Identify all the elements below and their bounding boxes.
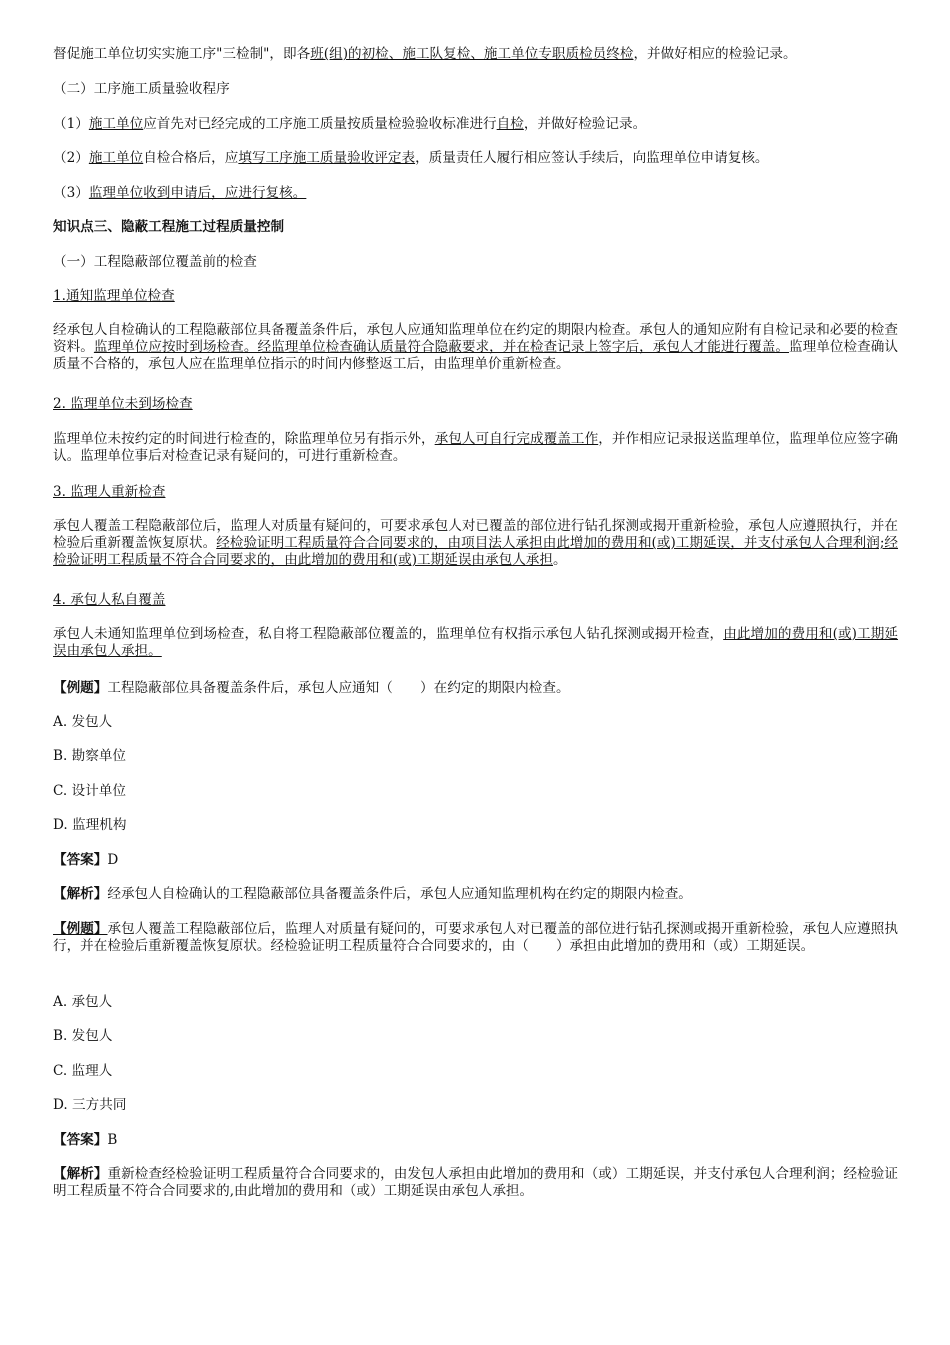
q1-option-c: C. 设计单位 — [53, 783, 126, 799]
q2-answer: 【答案】B — [53, 1132, 118, 1148]
before-cover-heading: （一）工程隐蔽部位覆盖前的检查 — [53, 254, 257, 270]
q1-option-d: D. 监理机构 — [53, 817, 127, 833]
q2-option-a: A. 承包人 — [53, 994, 113, 1010]
q2-option-b: B. 发包人 — [53, 1028, 113, 1044]
section-1-title: 1.通知监理单位检查 — [53, 288, 175, 304]
q1-answer: 【答案】D — [53, 852, 119, 868]
q2-analysis: 【解析】重新检查经检验证明工程质量符合合同要求的，由发包人承担由此增加的费用和（或）工期延误，并支付承包人合理利润；经检验证明工程质量不符合合同要求的,由此增加的费用和（或）工期延误由承包人承担。 — [53, 1166, 899, 1199]
section-3-body: 承包人覆盖工程隐蔽部位后，监理人对质量有疑问的，可要求承包人对已覆盖的部位进行钻孔探测或揭开重新检验，承包人应遵照执行，并在检验后重新覆盖恢复原状。经检验证明工程质量符合合同要求的，由项目法人承担由此增加的费用和(或)工期延误，并支付承包人合理利润;经检验证明工程质量不符合合同要求的，由此增加的费用和(或)工期延误由承包人承担。 — [53, 518, 899, 568]
q2-option-d: D. 三方共同 — [53, 1097, 127, 1113]
section-2-body: 监理单位未按约定的时间进行检查的，除监理单位另有指示外，承包人可自行完成覆盖工作，并作相应记录报送监理单位，监理单位应签字确认。监理单位事后对检查记录有疑问的，可进行重新检查。 — [53, 431, 899, 464]
question-2: 【例题】承包人覆盖工程隐蔽部位后，监理人对质量有疑问的，可要求承包人对已覆盖的部位进行钻孔探测或揭开重新检验，承包人应遵照执行，并在检验后重新覆盖恢复原状。经检验证明工程质量符合合同要求的，由（ ）承担由此增加的费用和（或）工期延误。 — [53, 921, 899, 954]
knowledge-point-3-title: 知识点三、隐蔽工程施工过程质量控制 — [53, 219, 285, 235]
section-4-body: 承包人未通知监理单位到场检查，私自将工程隐蔽部位覆盖的，监理单位有权指示承包人钻孔探测或揭开检查，由此增加的费用和(或)工期延误由承包人承担。 — [53, 626, 899, 659]
section-1-body: 经承包人自检确认的工程隐蔽部位具备覆盖条件后，承包人应通知监理单位在约定的期限内检查。承包人的通知应附有自检记录和必要的检查资料。监理单位应按时到场检查。经监理单位检查确认质量符合隐蔽要求，并在检查记录上签字后，承包人才能进行覆盖。监理单位检查确认质量不合格的，承包人应在监理单位指示的时间内修整返工后，由监理单价重新检查。 — [53, 322, 899, 372]
section-2-title: 2. 监理单位未到场检查 — [53, 396, 193, 412]
section-4-title: 4. 承包人私自覆盖 — [53, 592, 166, 608]
three-check-paragraph: 督促施工单位切实实施工序"三检制"，即各班(组)的初检、施工队复检、施工单位专职质检员终检，并做好相应的检验记录。 — [53, 46, 797, 62]
q2-option-c: C. 监理人 — [53, 1063, 113, 1079]
procedure-step-2: （2）施工单位自检合格后，应填写工序施工质量验收评定表，质量责任人履行相应签认手续后，向监理单位申请复核。 — [53, 150, 769, 166]
procedure-step-3: （3）监理单位收到申请后，应进行复核。 — [53, 185, 307, 201]
q1-option-a: A. 发包人 — [53, 714, 113, 730]
question-1: 【例题】工程隐蔽部位具备覆盖条件后，承包人应通知（ ）在约定的期限内检查。 — [53, 680, 570, 696]
section-3-title: 3. 监理人重新检查 — [53, 484, 166, 500]
procedure-heading: （二）工序施工质量验收程序 — [53, 81, 230, 97]
q1-analysis: 【解析】经承包人自检确认的工程隐蔽部位具备覆盖条件后，承包人应通知监理机构在约定的期限内检查。 — [53, 886, 692, 902]
procedure-step-1: （1）施工单位应首先对已经完成的工序施工质量按质量检验验收标准进行自检，并做好检验记录。 — [53, 116, 647, 132]
q1-option-b: B. 勘察单位 — [53, 748, 127, 764]
